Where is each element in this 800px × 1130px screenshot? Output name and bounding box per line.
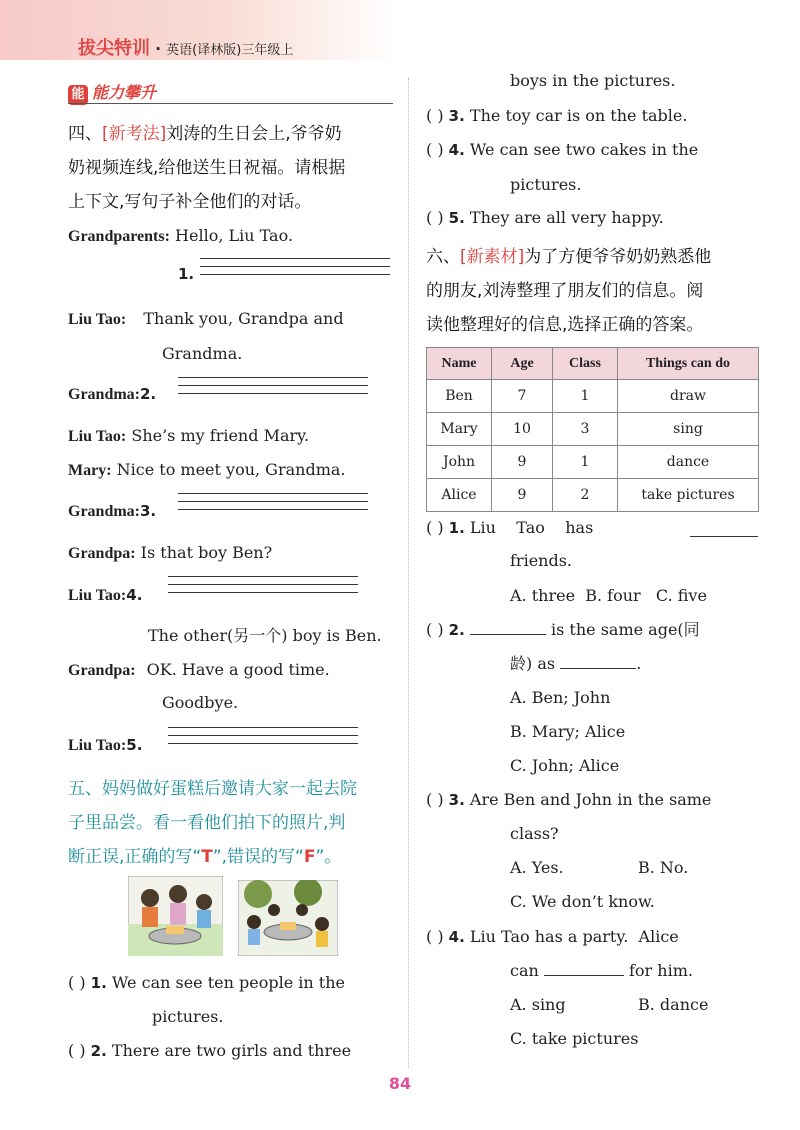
- person-body: [197, 910, 211, 928]
- option-b: B. Mary; Alice: [510, 722, 626, 741]
- person-head: [196, 894, 212, 910]
- answer-paren[interactable]: ( ): [426, 620, 444, 639]
- column-header: Things can do: [618, 348, 759, 380]
- q6-question-4: [426, 926, 679, 948]
- option-a: A. Ben; John: [510, 688, 611, 707]
- person-body: [142, 907, 158, 927]
- option-b: B. No.: [638, 858, 689, 877]
- table-cell: John: [427, 446, 492, 479]
- q4-line3: 上下文,写句子补全他们的对话。: [68, 192, 312, 212]
- q4-instructions: [68, 117, 398, 219]
- answer-5-lines[interactable]: [168, 727, 358, 751]
- q6-question-2-line2: [510, 653, 641, 675]
- table-cell: dance: [618, 446, 759, 479]
- answer-paren[interactable]: ( ): [426, 208, 444, 227]
- dialog-grandparents: [68, 225, 293, 248]
- true-mark: T: [201, 847, 213, 867]
- answer-2-number: 2.: [140, 385, 157, 403]
- answer-4-lines[interactable]: [168, 576, 358, 600]
- speaker: Liu Tao:: [68, 737, 127, 754]
- answer-paren[interactable]: ( ): [426, 140, 444, 159]
- item-text: There are two girls and three: [111, 1041, 352, 1060]
- option-c: C. John; Alice: [510, 756, 620, 775]
- q5-line3-c: ”。: [315, 847, 342, 867]
- table-cell: take pictures: [618, 479, 759, 512]
- question-number: 2.: [448, 621, 465, 639]
- false-mark: F: [303, 847, 316, 867]
- q6-question-4-line2: [510, 960, 693, 982]
- q6-prefix: 六、: [426, 247, 460, 267]
- person-head: [141, 889, 159, 907]
- question-text: for him.: [629, 961, 693, 980]
- answer-paren[interactable]: ( ): [426, 106, 444, 125]
- tree: [244, 880, 272, 908]
- speaker: Liu Tao:: [68, 587, 127, 604]
- q6-line2: 的朋友,刘涛整理了朋友们的信息。阅: [426, 281, 704, 301]
- q5-line2: 子里品尝。看一看他们拍下的照片,判: [68, 813, 346, 833]
- friends-info-table: [426, 347, 759, 512]
- question-text: .: [636, 654, 642, 673]
- dialog-text: Hello, Liu Tao.: [175, 226, 294, 245]
- person-body: [248, 929, 260, 945]
- q4-line1: [68, 117, 398, 151]
- speaker: Liu Tao:: [68, 311, 127, 328]
- question-text: class?: [510, 824, 559, 843]
- dialog-text: Nice to meet you, Grandma.: [116, 460, 346, 479]
- table-cell: 10: [492, 413, 553, 446]
- speaker: Grandpa:: [68, 545, 136, 562]
- table-row: [427, 380, 759, 413]
- q4-line1-rest: 刘涛的生日会上,爷爷奶: [166, 124, 342, 144]
- item-number: 5.: [448, 209, 465, 227]
- dialog-grandma-2: [68, 383, 156, 406]
- table-cell: 1: [553, 380, 618, 413]
- q5-instructions: [68, 772, 403, 874]
- item-text: They are all very happy.: [469, 208, 664, 227]
- blank-line[interactable]: [544, 961, 624, 976]
- person-head: [169, 885, 187, 903]
- answer-3-lines[interactable]: [178, 493, 368, 517]
- answer-3-number: 3.: [140, 502, 157, 520]
- table-row: [427, 479, 759, 512]
- q6-line1: [426, 240, 766, 274]
- table-cell: Alice: [427, 479, 492, 512]
- section-underline: [68, 103, 393, 104]
- q6-line3: 读他整理好的信息,选择正确的答案。: [426, 315, 704, 335]
- question-number: 4.: [448, 928, 465, 946]
- dialog-liutao-4: [68, 584, 142, 607]
- dialog-liutao-mary: [68, 425, 309, 448]
- subject-label: 英语(译林版)三年级上: [166, 43, 294, 58]
- header-dot: ·: [155, 40, 161, 58]
- q6-question-2: [426, 619, 700, 641]
- table-cell: Mary: [427, 413, 492, 446]
- answer-paren[interactable]: ( ): [68, 973, 86, 992]
- column-header: Class: [553, 348, 618, 380]
- option-b: B. dance: [638, 995, 709, 1014]
- q4-tag: [新考法]: [102, 124, 167, 144]
- q5-item-1: [68, 972, 345, 994]
- answer-1-lines[interactable]: [200, 258, 390, 282]
- question-text: Liu Tao has a party. Alice: [469, 927, 679, 946]
- cake: [166, 926, 184, 934]
- answer-2-lines[interactable]: [178, 377, 368, 401]
- section-badge: [68, 80, 156, 105]
- table-cell: 7: [492, 380, 553, 413]
- item-text: pictures.: [510, 175, 582, 194]
- answer-paren[interactable]: ( ): [426, 927, 444, 946]
- option-a: A. Yes.: [510, 858, 564, 877]
- table-cell: 1: [553, 446, 618, 479]
- person-body: [170, 903, 186, 925]
- blank-line[interactable]: [560, 654, 636, 669]
- blank-line[interactable]: [470, 620, 546, 635]
- q6-instructions: [426, 240, 766, 342]
- item-text: The toy car is on the table.: [469, 106, 688, 125]
- q5-item-3: [426, 105, 687, 127]
- answer-4-number: 4.: [126, 586, 143, 604]
- table-cell: 2: [553, 479, 618, 512]
- column-divider: [408, 78, 409, 1068]
- q5-item-5: [426, 207, 664, 229]
- item-number: 1.: [90, 974, 107, 992]
- dialog-mary: [68, 459, 346, 482]
- dialog-grandpa-bye: [68, 659, 330, 682]
- q6-question-3: [426, 789, 711, 811]
- question-text: 龄) as: [510, 654, 556, 673]
- q6-tag: [新素材]: [460, 247, 525, 267]
- speaker: Grandparents:: [68, 228, 170, 245]
- speaker: Mary:: [68, 462, 112, 479]
- table-row: [427, 413, 759, 446]
- table-row: [427, 446, 759, 479]
- speaker: Liu Tao:: [68, 428, 127, 445]
- person-head: [315, 917, 329, 931]
- option-a: A. sing: [510, 995, 566, 1014]
- q4-line2: 奶视频连线,给他送生日祝福。请根据: [68, 158, 346, 178]
- cake: [280, 922, 296, 930]
- party-photo-2: [238, 880, 338, 956]
- answer-paren[interactable]: ( ): [68, 1041, 86, 1060]
- q6-line1-rest: 为了方便爷爷奶奶熟悉他: [524, 247, 712, 267]
- item-number: 3.: [448, 107, 465, 125]
- answer-paren[interactable]: ( ): [426, 518, 444, 537]
- header-title: [78, 34, 293, 60]
- dialog-liutao-thanks: [68, 308, 344, 331]
- speaker: Grandpa:: [68, 662, 136, 679]
- item-text: pictures.: [152, 1007, 224, 1026]
- q5-item-2: [68, 1040, 351, 1062]
- q5-line1: 五、妈妈做好蛋糕后邀请大家一起去院: [68, 779, 357, 799]
- question-number: 1.: [448, 519, 465, 537]
- question-text: Are Ben and John in the same: [469, 790, 712, 809]
- dialog-text: Grandma.: [162, 344, 243, 363]
- person-body: [316, 931, 328, 947]
- dialog-grandma-3: [68, 500, 156, 523]
- table-cell: sing: [618, 413, 759, 446]
- q5-line3-b: ”,错误的写“: [212, 847, 304, 867]
- table-cell: 9: [492, 479, 553, 512]
- dialog-text: Is that boy Ben?: [140, 543, 273, 562]
- question-text: can: [510, 961, 539, 980]
- question-number: 3.: [448, 791, 465, 809]
- table-cell: 9: [492, 446, 553, 479]
- answer-paren[interactable]: ( ): [426, 790, 444, 809]
- dialog-text: The other(另一个) boy is Ben.: [148, 626, 382, 645]
- person-head: [268, 904, 280, 916]
- q4-prefix: 四、: [68, 124, 102, 144]
- option-c: C. We don’t know.: [510, 892, 655, 911]
- options: A. three B. four C. five: [510, 586, 707, 605]
- option-c: C. take pictures: [510, 1029, 639, 1048]
- table-header-row: [427, 348, 759, 380]
- blank-line[interactable]: [690, 536, 758, 537]
- dialog-grandpa-ben: [68, 542, 272, 565]
- dialog-text: She’s my friend Mary.: [131, 426, 310, 445]
- person-head: [247, 915, 261, 929]
- item-number: 4.: [448, 141, 465, 159]
- q5-line3: [68, 840, 403, 874]
- dialog-text: Goodbye.: [162, 693, 239, 712]
- dialog-liutao-5: [68, 734, 142, 757]
- question-text: is the same age(同: [551, 620, 700, 639]
- brand-title: 拔尖特训: [78, 38, 150, 59]
- item-text: We can see two cakes in the: [469, 140, 699, 159]
- answer-5-number: 5.: [126, 736, 143, 754]
- speaker: Grandma:: [68, 503, 140, 520]
- party-photo-1: [128, 876, 223, 956]
- page-number: 84: [388, 1074, 412, 1093]
- person-head: [296, 904, 308, 916]
- table-cell: draw: [618, 380, 759, 413]
- dialog-text: OK. Have a good time.: [146, 660, 330, 679]
- speaker: Grandma:: [68, 386, 140, 403]
- item-number: 2.: [90, 1042, 107, 1060]
- q5-item-4: [426, 139, 698, 161]
- table-cell: 3: [553, 413, 618, 446]
- q6-question-1: [426, 517, 593, 539]
- q5-line3-a: 断正误,正确的写“: [68, 847, 202, 867]
- item-text: We can see ten people in the: [111, 973, 345, 992]
- table-cell: Ben: [427, 380, 492, 413]
- column-header: Name: [427, 348, 492, 380]
- dialog-text: Thank you, Grandpa and: [143, 309, 344, 328]
- question-text: Liu Tao has: [469, 518, 594, 537]
- question-text: friends.: [510, 551, 572, 570]
- ability-icon: 能: [68, 85, 88, 105]
- answer-1-number: 1.: [178, 265, 195, 283]
- item-text: boys in the pictures.: [510, 71, 676, 90]
- section-label: 能力攀升: [92, 83, 157, 102]
- column-header: Age: [492, 348, 553, 380]
